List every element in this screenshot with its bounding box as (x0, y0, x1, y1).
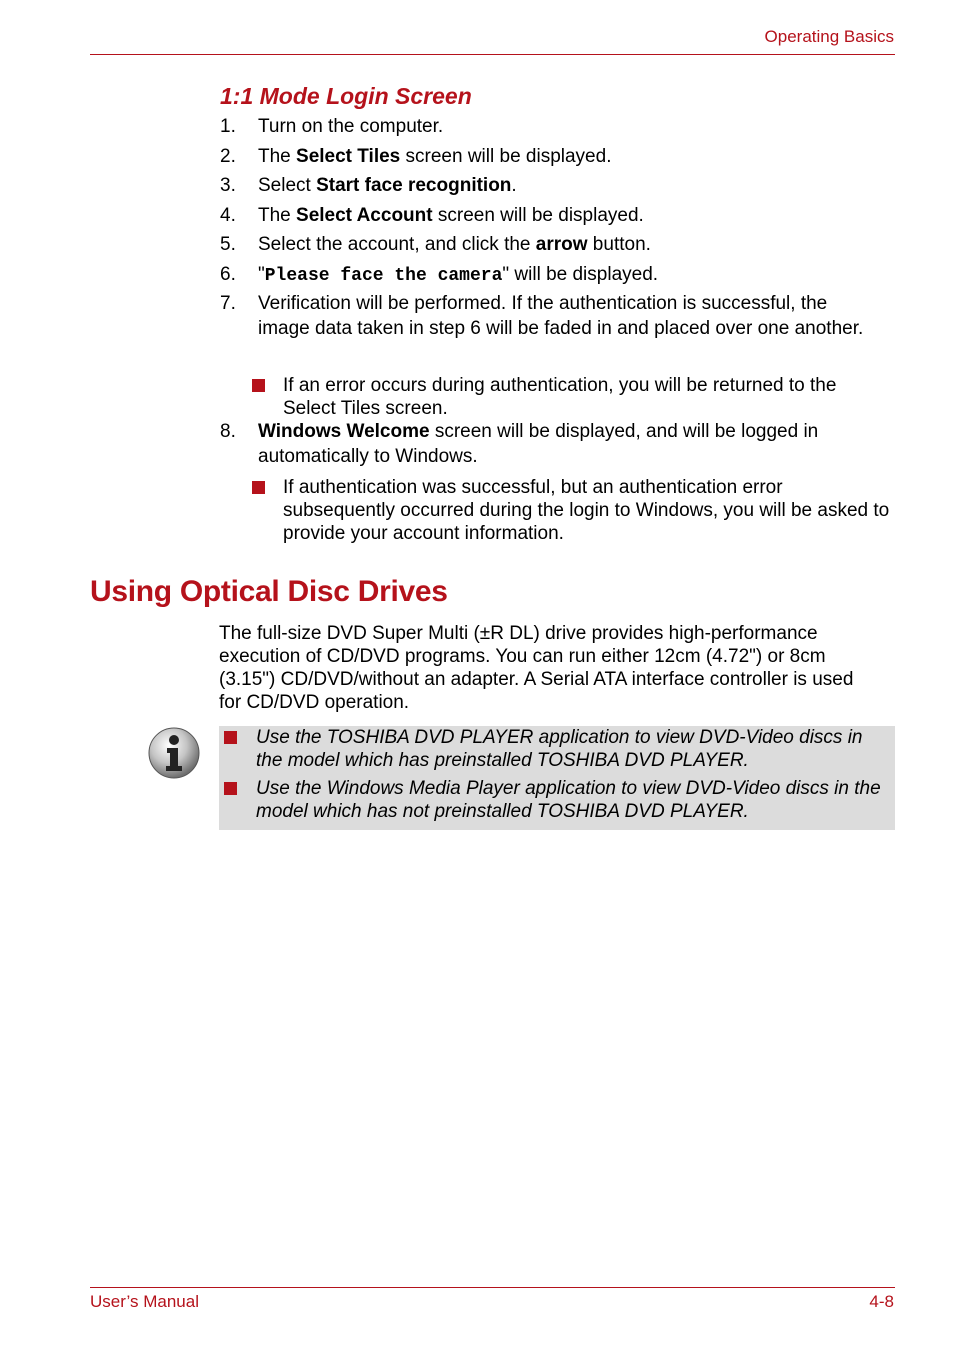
step-8 (220, 419, 880, 469)
step-number: 1. (220, 116, 236, 137)
note-text: Use the TOSHIBA DVD PLAYER application to view DVD-Video discs in the model which has preinstalled TOSHIBA DVD PLAYER. (256, 727, 863, 771)
screen-message: Please face the camera (264, 266, 503, 286)
step-text: " (258, 264, 265, 285)
step-4 (220, 203, 880, 228)
note-text: If authentication was successful, but an authentication error subsequently occurred during the login to Windows, you will be asked to provide your account information. (283, 477, 890, 544)
square-bullet-icon (224, 731, 237, 744)
step-text: screen will be displayed. (432, 205, 644, 226)
step-1 (220, 114, 880, 139)
running-header: Operating Basics (764, 27, 894, 46)
step-8-note (252, 476, 892, 545)
step-text: screen will be displayed. (400, 146, 612, 167)
note-text: If an error occurs during authentication, you will be returned to the Select Tiles screen. (283, 375, 837, 419)
header-rule (90, 54, 895, 55)
ui-term: Windows Welcome (258, 421, 430, 442)
note-item (224, 777, 889, 823)
section-heading: Using Optical Disc Drives (90, 575, 448, 608)
intro-paragraph: The full-size DVD Super Multi (±R DL) drive provides high-performance execution of CD/DVD programs. You can run either 12cm (4.72") or 8cm (3.15") CD/DVD/without an adapter. A Serial ATA interface controller is used for CD/DVD operation. (219, 623, 854, 713)
section-title: 1:1 Mode Login Screen (220, 83, 472, 109)
step-text: screen will be displayed, and will be logged in automatically to Windows. (258, 421, 819, 467)
footer-manual-title: User’s Manual (90, 1292, 199, 1311)
step-text: Verification will be performed. If the authentication is successful, the image data taken in step 6 will be faded in and placed over one another. (258, 293, 864, 339)
square-bullet-icon (252, 481, 265, 494)
note-box (219, 726, 895, 830)
step-6 (220, 262, 880, 289)
ui-term: Start face recognition (316, 175, 512, 196)
ui-term: Select Account (296, 205, 433, 226)
square-bullet-icon (224, 782, 237, 795)
step-text: . (511, 175, 517, 196)
step-3 (220, 173, 880, 198)
square-bullet-icon (252, 379, 265, 392)
step-text: Select (258, 175, 317, 196)
step-number: 3. (220, 175, 236, 196)
step-text: The (258, 205, 297, 226)
info-icon (147, 726, 201, 780)
step-text: Turn on the computer. (258, 116, 444, 137)
step-number: 2. (220, 146, 236, 167)
ui-term: Select Tiles (296, 146, 401, 167)
step-7 (220, 291, 880, 341)
ui-term: arrow (535, 234, 588, 255)
step-text: " will be displayed. (502, 264, 659, 285)
step-number: 7. (220, 293, 236, 314)
step-number: 5. (220, 234, 236, 255)
step-number: 6. (220, 264, 236, 285)
step-text: Select the account, and click the (258, 234, 536, 255)
step-2 (220, 144, 880, 169)
step-number: 4. (220, 205, 236, 226)
footer-rule (90, 1287, 895, 1288)
step-text: The (258, 146, 297, 167)
step-5 (220, 232, 880, 257)
step-number: 8. (220, 421, 236, 442)
step-text: button. (587, 234, 651, 255)
step-7-note (252, 374, 892, 420)
note-text: Use the Windows Media Player application to view DVD-Video discs in the model which has not preinstalled TOSHIBA DVD PLAYER. (256, 778, 881, 822)
page-number: 4-8 (869, 1292, 894, 1311)
note-item (224, 726, 889, 772)
